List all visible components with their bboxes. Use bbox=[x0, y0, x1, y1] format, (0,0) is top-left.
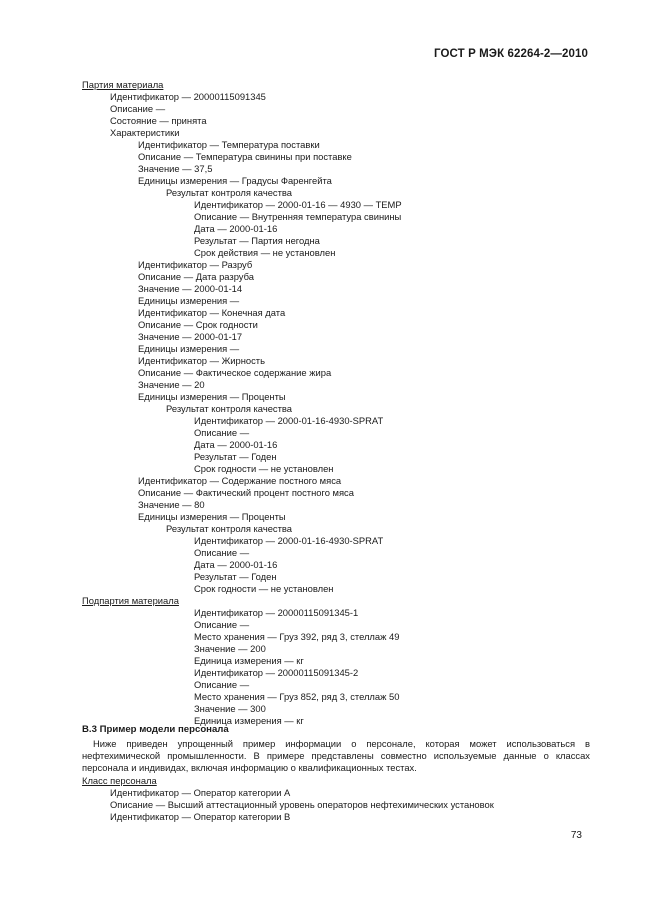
text-line: Значение — 2000-01-17 bbox=[138, 331, 243, 342]
text-line: Результат — Партия негодна bbox=[194, 235, 320, 246]
heading-material-sublot: Подпартия материала bbox=[82, 595, 179, 606]
text-line: Идентификатор — 2000-01-16 — 4930 — TEMP bbox=[194, 199, 402, 210]
text-line: Единицы измерения — Проценты bbox=[138, 511, 286, 522]
text-line: Идентификатор — Конечная дата bbox=[138, 307, 286, 318]
text-line: Описание — Дата разруба bbox=[138, 271, 254, 282]
text-line: Значение — 200 bbox=[194, 643, 266, 654]
text-line: Дата — 2000-01-16 bbox=[194, 223, 278, 234]
section-heading: В.3 Пример модели персонала bbox=[82, 724, 229, 735]
text-line: Единицы измерения — bbox=[138, 295, 240, 306]
text-line: Единица измерения — кг bbox=[194, 655, 304, 666]
text-line: Идентификатор — 2000-01-16-4930-SPRAT bbox=[194, 415, 384, 426]
text-line: Идентификатор — Оператор категории А bbox=[110, 787, 291, 798]
text-line: Характеристики bbox=[110, 127, 180, 138]
text-line: Единица измерения — кг bbox=[194, 715, 304, 726]
text-line: Идентификатор — 20000115091345-2 bbox=[194, 667, 359, 678]
text-line: Результат контроля качества bbox=[166, 187, 292, 198]
text-line: Описание — Срок годности bbox=[138, 319, 258, 330]
text-line: Описание — Высший аттестационный уровень операторов нефтехимических установок bbox=[110, 799, 494, 810]
text-line: Идентификатор — Температура поставки bbox=[138, 139, 320, 150]
heading-material-lot: Партия материала bbox=[82, 79, 164, 90]
section-paragraph: Ниже приведен упрощенный пример информации о персонале, которая может использоваться в нефтехимической промышленности. В примере представлены совместно используемые данные о классах персонала и индивидах, включая информацию о квалификационных тестах. bbox=[82, 738, 590, 773]
text-line: Результат — Годен bbox=[194, 571, 277, 582]
text-line: Срок действия — не установлен bbox=[194, 247, 336, 258]
text-line: Значение — 2000-01-14 bbox=[138, 283, 243, 294]
text-line: Дата — 2000-01-16 bbox=[194, 559, 278, 570]
page-number: 73 bbox=[570, 830, 582, 841]
text-line: Место хранения — Груз 392, ряд 3, стеллаж 49 bbox=[194, 631, 400, 642]
text-line: Единицы измерения — Градусы Фаренгейта bbox=[138, 175, 332, 186]
text-line: Дата — 2000-01-16 bbox=[194, 439, 278, 450]
text-line: Описание — bbox=[194, 679, 250, 690]
text-line: Описание — bbox=[110, 103, 166, 114]
text-line: Идентификатор — 20000115091345 bbox=[110, 91, 266, 102]
text-line: Значение — 37,5 bbox=[138, 163, 213, 174]
text-line: Место хранения — Груз 852, ряд 3, стеллаж 50 bbox=[194, 691, 400, 702]
text-line: Срок годности — не установлен bbox=[194, 583, 334, 594]
text-line: Значение — 300 bbox=[194, 703, 266, 714]
text-line: Описание — bbox=[194, 547, 250, 558]
text-line: Описание — bbox=[194, 619, 250, 630]
text-line: Значение — 20 bbox=[138, 379, 205, 390]
text-line: Описание — Температура свинины при поставке bbox=[138, 151, 352, 162]
document-header: ГОСТ Р МЭК 62264-2—2010 bbox=[434, 48, 588, 60]
text-line: Описание — Внутренняя температура свинины bbox=[194, 211, 402, 222]
text-line: Описание — Фактический процент постного мяса bbox=[138, 487, 354, 498]
text-line: Идентификатор — Разруб bbox=[138, 259, 253, 270]
text-line: Значение — 80 bbox=[138, 499, 205, 510]
text-line: Результат контроля качества bbox=[166, 403, 292, 414]
text-line: Идентификатор — Содержание постного мяса bbox=[138, 475, 342, 486]
text-line: Результат — Годен bbox=[194, 451, 277, 462]
text-line: Срок годности — не установлен bbox=[194, 463, 334, 474]
text-line: Единицы измерения — bbox=[138, 343, 240, 354]
text-line: Описание — bbox=[194, 427, 250, 438]
text-line: Идентификатор — Оператор категории В bbox=[110, 811, 291, 822]
text-line: Описание — Фактическое содержание жира bbox=[138, 367, 332, 378]
text-line: Состояние — принята bbox=[110, 115, 207, 126]
text-line: Результат контроля качества bbox=[166, 523, 292, 534]
heading-personnel-class: Класс персонала bbox=[82, 775, 157, 786]
text-line: Идентификатор — Жирность bbox=[138, 355, 265, 366]
text-line: Идентификатор — 20000115091345-1 bbox=[194, 607, 359, 618]
text-line: Единицы измерения — Проценты bbox=[138, 391, 286, 402]
text-line: Идентификатор — 2000-01-16-4930-SPRAT bbox=[194, 535, 384, 546]
